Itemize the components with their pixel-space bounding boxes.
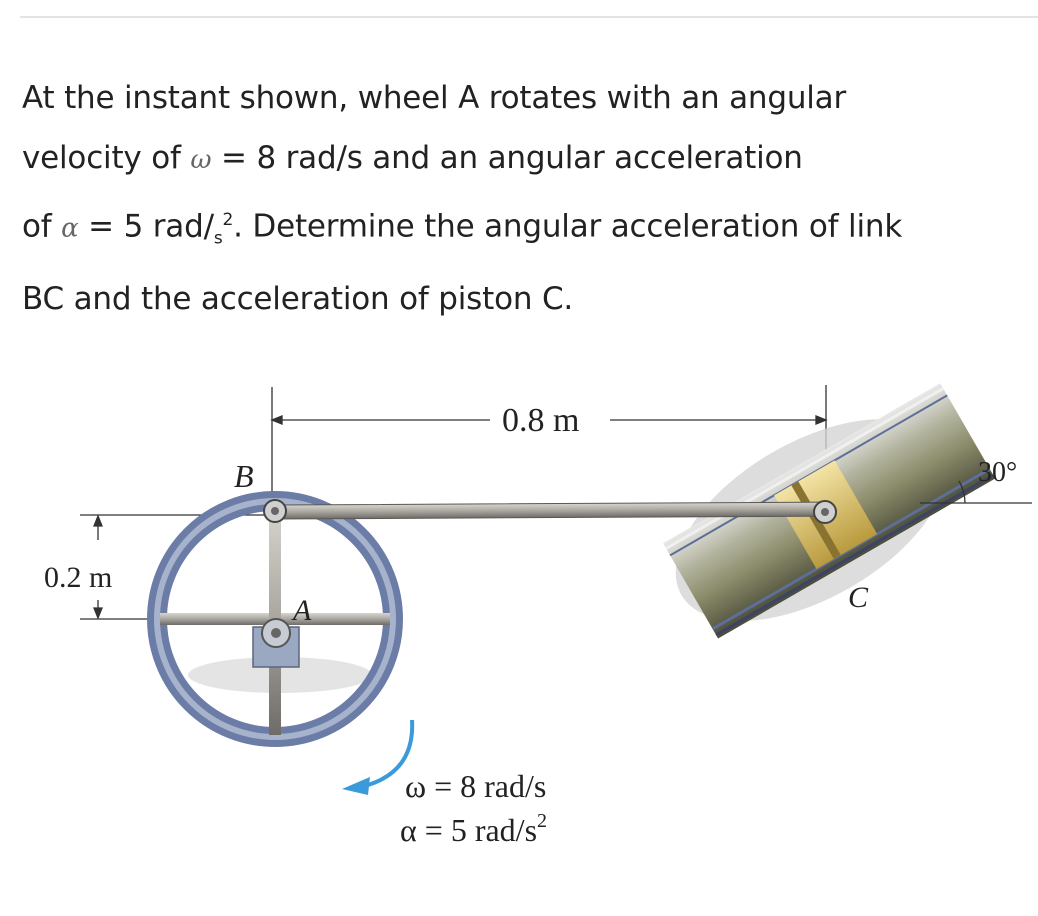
alpha-label-exp: 2 (537, 810, 548, 832)
omega-symbol: ω (190, 145, 212, 175)
problem-text-3b: = 5 rad/ (78, 208, 214, 245)
unit-s: s (213, 228, 223, 249)
problem-text-2a: velocity of (22, 140, 181, 176)
link-BC (275, 502, 825, 519)
label-C: C (848, 581, 869, 614)
problem-line-2 (22, 128, 1032, 190)
unit-exp: 2 (222, 210, 234, 230)
omega-label: ω = 8 rad/s (405, 768, 547, 804)
dimension-radius-label: 0.2 m (44, 561, 113, 594)
alpha-label-text: α = 5 rad/s (400, 812, 538, 848)
problem-line-4 (22, 269, 1032, 329)
problem-line-1 (22, 68, 1032, 128)
problem-text-3a: of (22, 208, 52, 245)
label-B: B (234, 458, 254, 494)
top-divider (20, 16, 1038, 18)
mechanism-figure (20, 375, 1038, 885)
rotation-arrow-icon (342, 720, 412, 795)
dimension-horizontal-label: 0.8 m (502, 402, 580, 439)
problem-text-1: At the instant shown, wheel A rotates with an angular (22, 80, 847, 116)
wheel-A (157, 501, 393, 737)
angle-label: 30° (978, 457, 1018, 488)
problem-line-3 (22, 190, 1032, 269)
problem-text-3c: . Determine the angular acceleration of link (233, 208, 903, 245)
alpha-label (400, 810, 547, 848)
alpha-symbol: α (61, 213, 79, 244)
label-A: A (293, 594, 312, 627)
problem-text-2b: = 8 rad/s and an angular acceleration (211, 140, 803, 176)
problem-statement (22, 68, 1032, 329)
pin-C (814, 501, 836, 523)
pin-B (264, 500, 286, 522)
problem-text-4: BC and the acceleration of piston C. (22, 280, 574, 317)
